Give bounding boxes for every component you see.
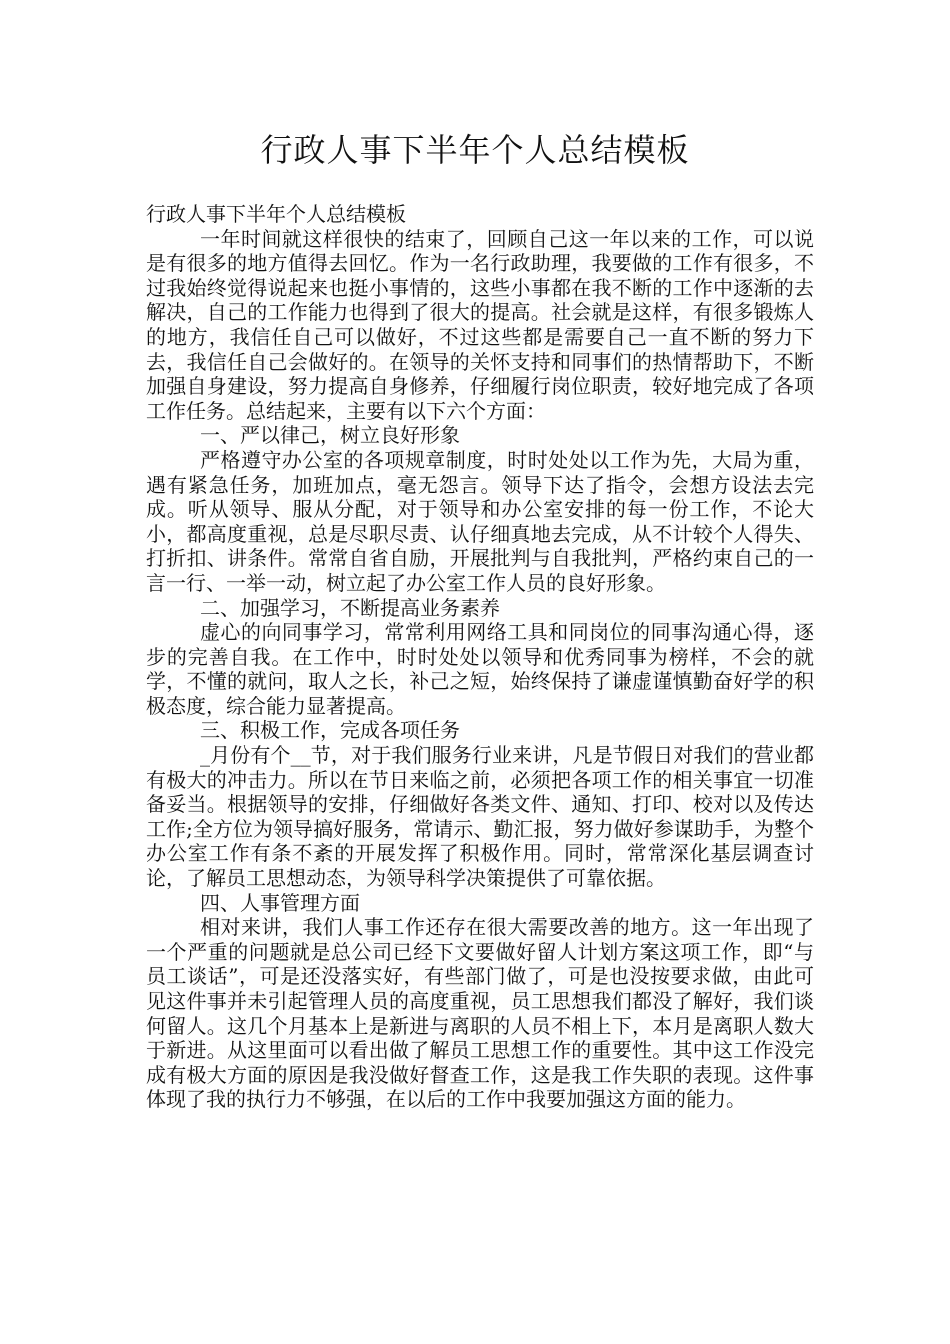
section-paragraph-2: 虚心的向同事学习，常常利用网络工具和同岗位的同事沟通心得，逐步的完善自我。在工作中，时时处处以领导和优秀同事为榜样，不会的就学，不懂的就问，取人之长，补己之短，始终保持了谦虚谨慎勤奋好学的积极态度，综合能力显著提高。 (146, 620, 814, 718)
document-subtitle: 行政人事下半年个人总结模板 (146, 202, 406, 226)
section-paragraph-4: 相对来讲，我们人事工作还存在很大需要改善的地方。这一年出现了一个严重的问题就是总公司已经下文要做好留人计划方案这项工作，即“与员工谈话”，可是还没落实好，有些部门做了，可是也没按要求做，由此可见这件事并未引起管理人员的高度重视，员工思想我们都没了解好，我们谈何留人。这几个月基本上是新进与离职的人员不相上下，本月是离职人数大于新进。从这里面可以看出做了解员工思想工作的重要性。其中这工作没完成有极大方面的原因是我没做好督查工作，这是我工作失职的表现。这件事体现了我的执行力不够强，在以后的工作中我要加强这方面的能力。 (146, 915, 814, 1112)
document-title: 行政人事下半年个人总结模板 (260, 131, 690, 169)
section-heading-3: 三、积极工作，完成各项任务 (200, 718, 460, 743)
section-heading-1: 一、严以律己，树立良好形象 (200, 423, 460, 448)
section-heading-4: 四、人事管理方面 (200, 890, 360, 915)
section-paragraph-3: _月份有个__节，对于我们服务行业来讲，凡是节假日对我们的营业都有极大的冲击力。所以在节日来临之前，必须把各项工作的相关事宜一切准备妥当。根据领导的安排，仔细做好各类文件、通知、打印、校对以及传达工作;全方位为领导搞好服务，常请示、勤汇报，努力做好参谋助手，为整个办公室工作有条不紊的开展发挥了积极作用。同时，常常深化基层调查讨论，了解员工思想动态，为领导科学决策提供了可靠依据。 (146, 743, 814, 891)
section-heading-2: 二、加强学习，不断提高业务素养 (200, 595, 500, 620)
document-body (146, 202, 814, 1112)
section-paragraph-1: 严格遵守办公室的各项规章制度，时时处处以工作为先，大局为重，遇有紧急任务，加班加点，毫无怨言。领导下达了指令，会想方设法去完成。听从领导、服从分配，对于领导和办公室安排的每一份工作，不论大小，都高度重视，总是尽职尽责、认仔细真地去完成，从不计较个人得失、打折扣、讲条件。常常自省自励，开展批判与自我批判，严格约束自己的一言一行、一举一动，树立起了办公室工作人员的良好形象。 (146, 447, 814, 595)
intro-paragraph: 一年时间就这样很快的结束了，回顾自己这一年以来的工作，可以说是有很多的地方值得去回忆。作为一名行政助理，我要做的工作有很多，不过我始终觉得说起来也挺小事情的，这些小事都在我不断的工作中逐渐的去解决，自己的工作能力也得到了很大的提高。社会就是这样，有很多锻炼人的地方，我信任自己可以做好，不过这些都是需要自己一直不断的努力下去，我信任自己会做好的。在领导的关怀支持和同事们的热情帮助下，不断加强自身建设，努力提高自身修养，仔细履行岗位职责，较好地完成了各项工作任务。总结起来，主要有以下六个方面： (146, 226, 814, 423)
